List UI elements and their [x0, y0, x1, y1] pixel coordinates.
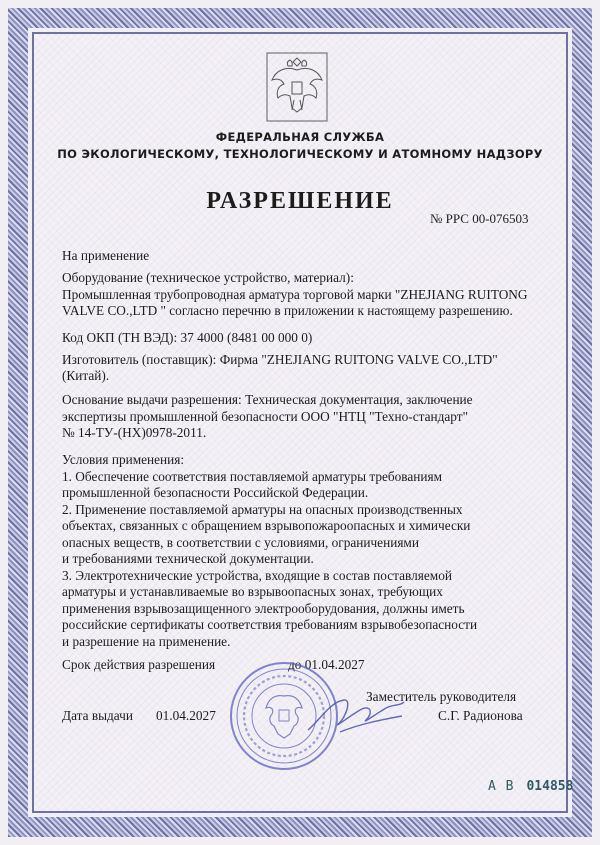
conditions-line: объектах, связанных с обращением взрывопожароопасных и химически — [62, 518, 471, 533]
conditions-line: и требованиями технической документации. — [62, 551, 314, 566]
validity-value: до 01.04.2027 — [288, 657, 365, 672]
manufacturer-line1: Изготовитель (поставщик): Фирма "ZHEJIANG RUITONG VALVE CO.,LTD" — [62, 352, 498, 367]
equipment-label: Оборудование (техническое устройство, материал): — [62, 270, 354, 285]
conditions-line: опасных веществ, в соответствии с условиями, ограничениями — [62, 535, 419, 550]
equipment-line1: Промышленная трубопроводная арматура торговой марки "ZHEJIANG RUITONG — [62, 287, 528, 302]
agency-name-line2: ПО ЭКОЛОГИЧЕСКОМУ, ТЕХНОЛОГИЧЕСКОМУ И АТОМНОМУ НАДЗОРУ — [57, 147, 543, 161]
serial-prefix: А В — [488, 779, 515, 794]
permit-number: № РРС 00-076503 — [430, 211, 529, 226]
conditions-line: применения взрывозащищенного электрооборудования, должны иметь — [62, 601, 465, 616]
issue-date-label: Дата выдачи — [62, 708, 133, 723]
conditions-line: 3. Электротехнические устройства, входящие в состав поставляемой — [62, 568, 452, 583]
conditions-line: 2. Применение поставляемой арматуры на опасных производственных — [62, 502, 463, 517]
conditions-line: и разрешение на применение. — [62, 634, 231, 649]
document-title: РАЗРЕШЕНИЕ — [206, 188, 394, 214]
conditions-line: российские сертификаты соответствия требованиям взрывобезопасности — [62, 617, 478, 632]
application-label: На применение — [62, 248, 150, 263]
form-serial-number — [488, 779, 573, 794]
manufacturer-line2: (Китай). — [62, 368, 110, 383]
conditions-line: промышленной безопасности Российской Федерации. — [62, 485, 369, 500]
signer-name: С.Г. Радионова — [438, 708, 523, 723]
basis-line1: Основание выдачи разрешения: Техническая документация, заключение — [62, 392, 473, 407]
equipment-line2: VALVE CO.,LTD " согласно перечню в приложении к настоящему разрешению. — [62, 303, 513, 318]
coat-of-arms-emblem — [266, 52, 328, 122]
signer-title: Заместитель руководителя — [366, 689, 517, 704]
validity-label: Срок действия разрешения — [62, 657, 216, 672]
issue-date-value: 01.04.2027 — [156, 708, 216, 723]
serial-number: 014858 — [526, 779, 574, 794]
basis-line3: № 14-ТУ-(НХ)0978-2011. — [62, 425, 207, 440]
okp-code: Код ОКП (ТН ВЭД): 37 4000 (8481 00 000 0) — [62, 330, 313, 345]
conditions-line: Условия применения: — [62, 452, 185, 467]
agency-name-line1: ФЕДЕРАЛЬНАЯ СЛУЖБА — [215, 130, 385, 144]
conditions-line: 1. Обеспечение соответствия поставляемой арматуры требованиям — [62, 469, 443, 484]
basis-line2: экспертизы промышленной безопасности ООО "НТЦ "Техно-стандарт" — [62, 409, 469, 424]
conditions-line: арматуры и устанавливаемые во взрывоопасных зонах, требующих — [62, 584, 443, 599]
